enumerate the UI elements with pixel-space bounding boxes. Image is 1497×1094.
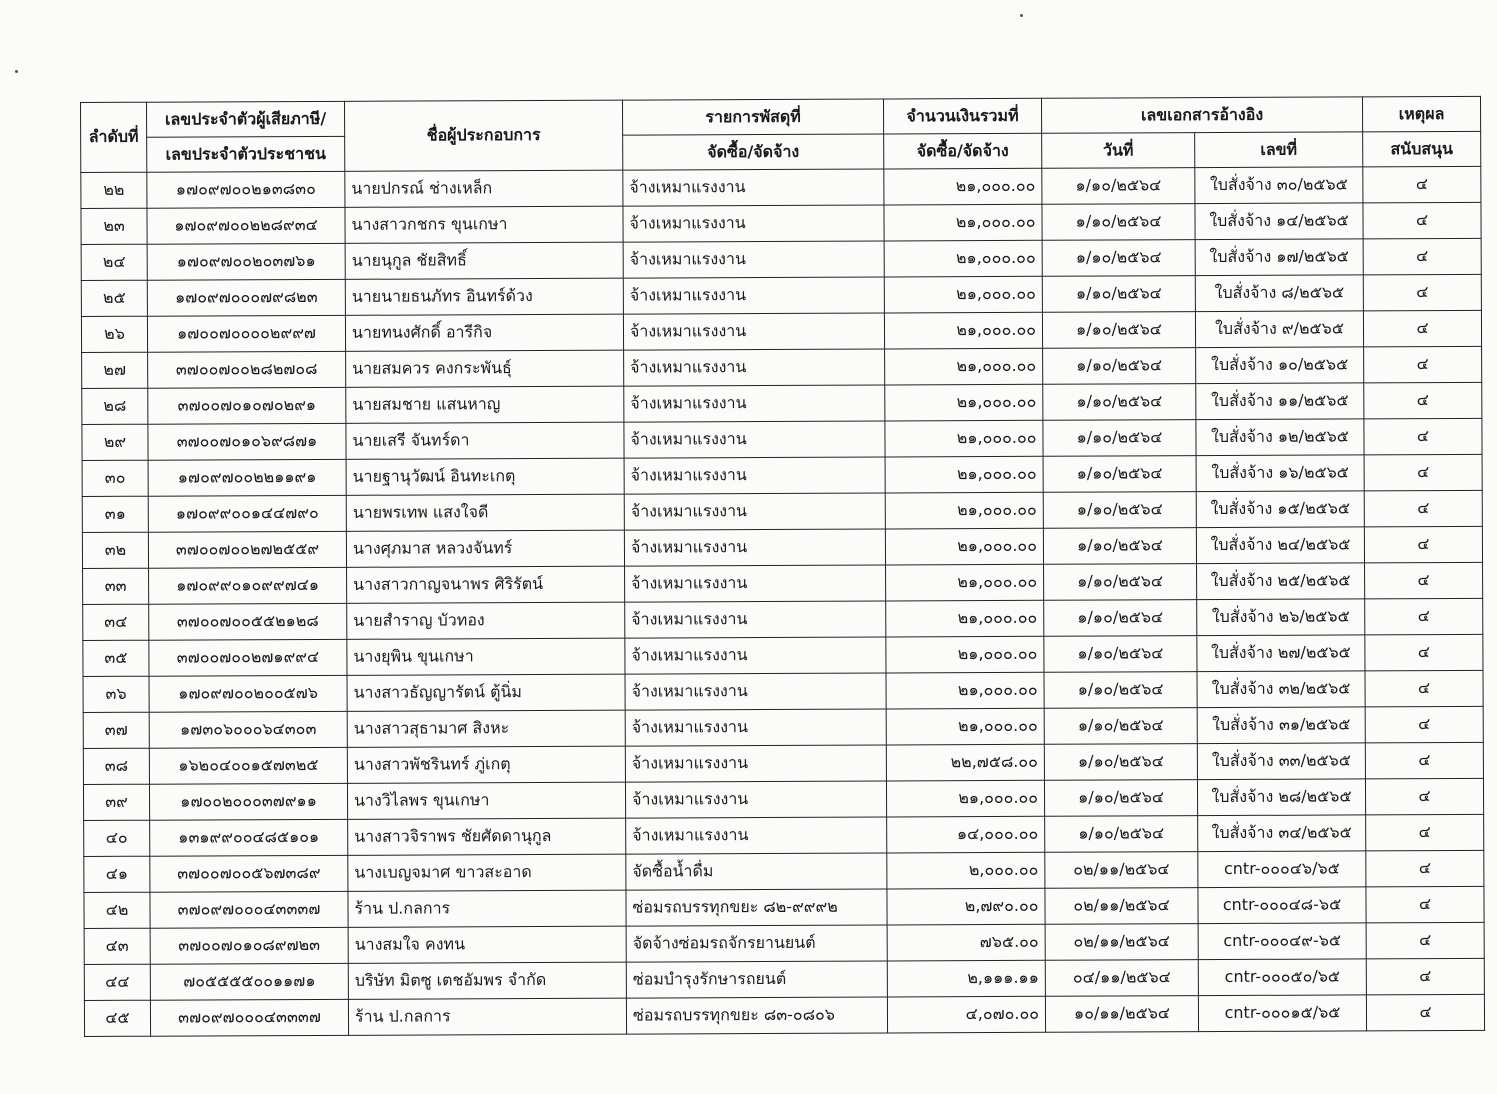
cell-tax-id: ๑๗๐๙๗๐๐๒๑๓๘๓๐ <box>147 171 345 208</box>
table-row <box>84 886 1484 928</box>
table-row <box>81 310 1481 352</box>
cell-order: ๔๕ <box>84 1000 150 1036</box>
header-reason-line2: สนับสนุน <box>1363 131 1481 167</box>
cell-order: ๒๘ <box>82 388 148 424</box>
cell-amount: ๒๑,๐๐๐.๐๐ <box>885 456 1043 493</box>
table-row <box>82 526 1482 568</box>
cell-amount: ๒๑,๐๐๐.๐๐ <box>884 204 1042 241</box>
cell-amount: ๒,๐๐๐.๐๐ <box>887 852 1045 889</box>
cell-vendor: นายฐานุวัฒน์ อินทะเกตุ <box>346 458 624 495</box>
table-row <box>81 202 1481 244</box>
cell-doc-no: cntr-๐๐๐๔๘-๖๕ <box>1198 887 1366 924</box>
cell-item: จ้างเหมาแรงงาน <box>625 637 886 674</box>
cell-item: จ้างเหมาแรงงาน <box>625 565 886 602</box>
cell-order: ๓๙ <box>83 784 149 820</box>
cell-amount: ๒๒,๗๕๘.๐๐ <box>886 744 1044 781</box>
cell-amount: ๑๔,๐๐๐.๐๐ <box>887 816 1045 853</box>
cell-order: ๓๒ <box>82 532 148 568</box>
cell-reason: ๔ <box>1364 382 1482 419</box>
cell-date: ๑/๑๐/๒๕๖๔ <box>1044 564 1197 601</box>
cell-reason: ๔ <box>1365 670 1483 707</box>
cell-date: ๐๒/๑๑/๒๕๖๔ <box>1045 888 1198 925</box>
header-ref: เลขเอกสารอ้างอิง <box>1041 97 1362 133</box>
cell-doc-no: ใบสั่งจ้าง ๑๗/๒๕๖๕ <box>1195 239 1363 276</box>
cell-reason: ๔ <box>1366 886 1484 923</box>
cell-doc-no: ใบสั่งจ้าง ๓๔/๒๕๖๕ <box>1198 815 1366 852</box>
cell-amount: ๒๑,๐๐๐.๐๐ <box>884 312 1042 349</box>
cell-item: จ้างเหมาแรงงาน <box>625 781 886 818</box>
table-row <box>82 382 1482 424</box>
cell-doc-no: ใบสั่งจ้าง ๓๑/๒๕๖๕ <box>1197 707 1365 744</box>
cell-vendor: นายสมควร คงกระพันธุ์ <box>346 350 624 387</box>
cell-date: ๑/๑๐/๒๕๖๔ <box>1042 204 1195 241</box>
cell-amount: ๔,๐๗๐.๐๐ <box>887 996 1045 1033</box>
cell-doc-no: ใบสั่งจ้าง ๑๒/๒๕๖๕ <box>1196 419 1364 456</box>
cell-tax-id: ๑๗๐๙๗๐๐๒๐๐๕๗๖ <box>149 675 347 712</box>
cell-date: ๑/๑๐/๒๕๖๔ <box>1043 492 1196 529</box>
cell-doc-no: cntr-๐๐๐๕๐/๖๕ <box>1198 959 1366 996</box>
cell-amount: ๒๑,๐๐๐.๐๐ <box>886 708 1044 745</box>
header-item-line1: รายการพัสดุที่ <box>622 99 883 135</box>
cell-item: จ้างเหมาแรงงาน <box>625 709 886 746</box>
cell-amount: ๒๑,๐๐๐.๐๐ <box>885 492 1043 529</box>
cell-date: ๑/๑๐/๒๕๖๔ <box>1044 600 1197 637</box>
cell-reason: ๔ <box>1365 634 1483 671</box>
header-vendor: ชื่อผู้ประกอบการ <box>344 100 622 171</box>
table-row <box>82 490 1482 532</box>
cell-vendor: นางสาวสุธามาศ สิงหะ <box>347 710 625 747</box>
header-amount-line1: จำนวนเงินรวมที่ <box>883 98 1041 134</box>
cell-tax-id: ๑๗๐๙๗๐๐๒๐๓๗๖๑ <box>147 243 345 280</box>
cell-tax-id: ๓๗๐๐๗๐๑๐๘๙๗๒๓ <box>150 927 348 964</box>
cell-tax-id: ๓๗๐๐๗๐๐๒๗๑๙๙๔ <box>149 639 347 676</box>
cell-order: ๔๓ <box>84 928 150 964</box>
cell-tax-id: ๗๐๕๕๕๕๐๐๑๑๗๑ <box>150 963 348 1000</box>
cell-vendor: ร้าน ป.กลการ <box>348 890 626 927</box>
cell-doc-no: ใบสั่งจ้าง ๓๓/๒๕๖๕ <box>1197 743 1365 780</box>
cell-item: จ้างเหมาแรงงาน <box>625 745 886 782</box>
cell-amount: ๒๑,๐๐๐.๐๐ <box>885 528 1043 565</box>
cell-amount: ๒๑,๐๐๐.๐๐ <box>886 600 1044 637</box>
cell-vendor: นางสาวกชกร ขุนเกษา <box>345 206 623 243</box>
header-item-line2: จัดซื้อ/จัดจ้าง <box>623 134 884 170</box>
cell-reason: ๔ <box>1366 814 1484 851</box>
cell-doc-no: cntr-๐๐๐๑๕/๖๕ <box>1198 995 1366 1032</box>
cell-vendor: นายสำราญ บัวทอง <box>347 602 625 639</box>
cell-doc-no: ใบสั่งจ้าง ๘/๒๕๖๕ <box>1195 275 1363 312</box>
cell-amount: ๗๖๕.๐๐ <box>887 924 1045 961</box>
cell-vendor: นางสาวพัชรินทร์ ภู่เกตุ <box>347 746 625 783</box>
table-row <box>84 958 1484 1000</box>
scan-speck <box>15 70 18 73</box>
cell-tax-id: ๓๗๐๐๗๐๐๒๘๒๗๐๘ <box>148 351 346 388</box>
table-row <box>83 670 1483 712</box>
cell-doc-no: ใบสั่งจ้าง ๒๕/๒๕๖๕ <box>1197 563 1365 600</box>
cell-tax-id: ๑๗๐๐๒๐๐๐๓๗๙๑๑ <box>149 783 347 820</box>
cell-date: ๑/๑๐/๒๕๖๔ <box>1044 636 1197 673</box>
cell-order: ๒๒ <box>81 172 147 208</box>
cell-item: จ้างเหมาแรงงาน <box>624 421 885 458</box>
cell-vendor: นางศุภมาส หลวงจันทร์ <box>346 530 624 567</box>
cell-reason: ๔ <box>1365 706 1483 743</box>
cell-date: ๑/๑๐/๒๕๖๔ <box>1042 276 1195 313</box>
cell-item: ซ่อมรถบรรทุกขยะ ๘๓-๐๘๐๖ <box>626 997 887 1034</box>
cell-order: ๓๓ <box>83 568 149 604</box>
cell-item: จ้างเหมาแรงงาน <box>623 241 884 278</box>
cell-amount: ๒๑,๐๐๐.๐๐ <box>886 636 1044 673</box>
cell-order: ๓๑ <box>82 496 148 532</box>
cell-tax-id: ๓๗๐๐๗๐๐๒๗๒๕๕๙ <box>148 531 346 568</box>
cell-amount: ๒๑,๐๐๐.๐๐ <box>885 348 1043 385</box>
cell-reason: ๔ <box>1363 310 1481 347</box>
cell-date: ๐๒/๑๑/๒๕๖๔ <box>1045 924 1198 961</box>
header-tax-id-line1: เลขประจำตัวผู้เสียภาษี/ <box>147 101 345 137</box>
cell-order: ๒๙ <box>82 424 148 460</box>
cell-reason: ๔ <box>1364 490 1482 527</box>
cell-vendor: นางสมใจ คงทน <box>348 926 626 963</box>
cell-reason: ๔ <box>1366 994 1484 1031</box>
cell-date: ๑/๑๐/๒๕๖๔ <box>1042 240 1195 277</box>
table-row <box>83 778 1483 820</box>
table-row <box>84 850 1484 892</box>
cell-reason: ๔ <box>1364 346 1482 383</box>
cell-item: จ้างเหมาแรงงาน <box>625 673 886 710</box>
cell-amount: ๒๑,๐๐๐.๐๐ <box>886 672 1044 709</box>
cell-item: จ้างเหมาแรงงาน <box>623 277 884 314</box>
cell-tax-id: ๓๗๐๐๗๐๑๐๗๐๒๙๑ <box>148 387 346 424</box>
cell-order: ๓๐ <box>82 460 148 496</box>
cell-reason: ๔ <box>1364 454 1482 491</box>
cell-reason: ๔ <box>1363 238 1481 275</box>
cell-order: ๒๗ <box>82 352 148 388</box>
cell-item: จ้างเหมาแรงงาน <box>624 529 885 566</box>
cell-vendor: ร้าน ป.กลการ <box>348 998 626 1035</box>
cell-doc-no: ใบสั่งจ้าง ๓๒/๒๕๖๕ <box>1197 671 1365 708</box>
cell-reason: ๔ <box>1364 418 1482 455</box>
header-ref-no: เลขที่ <box>1195 132 1363 168</box>
cell-doc-no: ใบสั่งจ้าง ๑๐/๒๕๖๕ <box>1196 347 1364 384</box>
cell-doc-no: ใบสั่งจ้าง ๑๑/๒๕๖๕ <box>1196 383 1364 420</box>
cell-date: ๑/๑๐/๒๕๖๔ <box>1043 456 1196 493</box>
cell-item: จ้างเหมาแรงงาน <box>625 601 886 638</box>
cell-tax-id: ๓๗๐๙๗๐๐๐๔๓๓๓๗ <box>150 999 348 1036</box>
cell-reason: ๔ <box>1363 166 1481 203</box>
cell-order: ๒๔ <box>81 244 147 280</box>
cell-order: ๒๖ <box>81 316 147 352</box>
cell-vendor: นายนายธนภัทร อินทร์ด้วง <box>345 278 623 315</box>
cell-doc-no: ใบสั่งจ้าง ๒๘/๒๕๖๕ <box>1197 779 1365 816</box>
cell-vendor: นายปกรณ์ ช่างเหล็ก <box>345 170 623 207</box>
cell-amount: ๒๑,๐๐๐.๐๐ <box>884 240 1042 277</box>
header-ref-date: วันที่ <box>1042 133 1195 169</box>
cell-order: ๓๖ <box>83 676 149 712</box>
cell-date: ๑/๑๐/๒๕๖๔ <box>1044 708 1197 745</box>
cell-vendor: นางสาวจิราพร ชัยศัดดานุกูล <box>348 818 626 855</box>
cell-reason: ๔ <box>1365 742 1483 779</box>
cell-vendor: นายสมชาย แสนหาญ <box>346 386 624 423</box>
cell-item: จ้างเหมาแรงงาน <box>623 313 884 350</box>
cell-vendor: นางวิไลพร ขุนเกษา <box>347 782 625 819</box>
table-row <box>83 598 1483 640</box>
cell-reason: ๔ <box>1365 598 1483 635</box>
cell-item: จัดจ้างซ่อมรถจักรยานยนต์ <box>626 925 887 962</box>
cell-tax-id: ๓๗๐๙๗๐๐๐๔๓๓๓๗ <box>150 891 348 928</box>
cell-amount: ๒๑,๐๐๐.๐๐ <box>884 276 1042 313</box>
cell-reason: ๔ <box>1363 202 1481 239</box>
cell-date: ๑/๑๐/๒๕๖๔ <box>1044 672 1197 709</box>
cell-amount: ๒,๗๙๐.๐๐ <box>887 888 1045 925</box>
cell-vendor: นางสาวกาญจนาพร ศิริรัตน์ <box>347 566 625 603</box>
cell-tax-id: ๑๗๐๙๙๐๐๑๔๔๗๙๐ <box>148 495 346 532</box>
cell-doc-no: ใบสั่งจ้าง ๑๕/๒๕๖๕ <box>1196 491 1364 528</box>
cell-order: ๔๒ <box>84 892 150 928</box>
table-row <box>82 418 1482 460</box>
cell-vendor: นายทนงศักดิ์ อารีกิจ <box>345 314 623 351</box>
cell-doc-no: ใบสั่งจ้าง ๙/๒๕๖๕ <box>1195 311 1363 348</box>
cell-order: ๓๔ <box>83 604 149 640</box>
cell-doc-no: cntr-๐๐๐๔๙-๖๕ <box>1198 923 1366 960</box>
cell-amount: ๒๑,๐๐๐.๐๐ <box>886 780 1044 817</box>
cell-reason: ๔ <box>1364 526 1482 563</box>
cell-date: ๐๔/๑๑/๒๕๖๔ <box>1045 960 1198 997</box>
scan-speck <box>1020 14 1023 17</box>
cell-vendor: บริษัท มิตซู เตชอัมพร จำกัด <box>348 962 626 999</box>
cell-reason: ๔ <box>1366 850 1484 887</box>
cell-doc-no: ใบสั่งจ้าง ๒๖/๒๕๖๕ <box>1197 599 1365 636</box>
cell-date: ๑/๑๐/๒๕๖๔ <box>1043 420 1196 457</box>
cell-doc-no: ใบสั่งจ้าง ๓๐/๒๕๖๕ <box>1195 167 1363 204</box>
cell-reason: ๔ <box>1366 922 1484 959</box>
table-row <box>83 742 1483 784</box>
table-row <box>84 814 1484 856</box>
cell-item: ซ่อมบำรุงรักษารถยนต์ <box>626 961 887 998</box>
cell-reason: ๔ <box>1365 778 1483 815</box>
cell-date: ๑/๑๐/๒๕๖๔ <box>1045 816 1198 853</box>
cell-doc-no: cntr-๐๐๐๔๖/๖๕ <box>1198 851 1366 888</box>
cell-item: จ้างเหมาแรงงาน <box>624 385 885 422</box>
cell-doc-no: ใบสั่งจ้าง ๑๖/๒๕๖๕ <box>1196 455 1364 492</box>
header-order: ลำดับที่ <box>81 102 147 172</box>
cell-order: ๓๗ <box>83 712 149 748</box>
table-row <box>84 922 1484 964</box>
cell-date: ๑/๑๐/๒๕๖๔ <box>1044 780 1197 817</box>
cell-vendor: นางยุพิน ขุนเกษา <box>347 638 625 675</box>
cell-item: จ้างเหมาแรงงาน <box>623 169 884 206</box>
cell-doc-no: ใบสั่งจ้าง ๑๔/๒๕๖๕ <box>1195 203 1363 240</box>
table-row <box>84 994 1484 1036</box>
cell-item: จ้างเหมาแรงงาน <box>626 817 887 854</box>
cell-doc-no: ใบสั่งจ้าง ๒๗/๒๕๖๕ <box>1197 635 1365 672</box>
cell-item: จัดซื้อน้ำดื่ม <box>626 853 887 890</box>
table-body <box>81 166 1485 1036</box>
cell-vendor: นางเบญจมาศ ขาวสะอาด <box>348 854 626 891</box>
cell-order: ๒๕ <box>81 280 147 316</box>
cell-vendor: นายเสรี จันทร์ดา <box>346 422 624 459</box>
cell-doc-no: ใบสั่งจ้าง ๒๔/๒๕๖๕ <box>1196 527 1364 564</box>
cell-tax-id: ๓๗๐๐๗๐๐๕๖๗๓๘๙ <box>150 855 348 892</box>
header-tax-id-line2: เลขประจำตัวประชาชน <box>147 136 345 172</box>
table-row <box>81 274 1481 316</box>
cell-tax-id: ๑๗๐๙๗๐๐๒๒๘๙๓๔ <box>147 207 345 244</box>
cell-reason: ๔ <box>1365 562 1483 599</box>
procurement-sheet <box>80 102 1480 1037</box>
header-amount-line2: จัดซื้อ/จัดจ้าง <box>884 133 1042 169</box>
table-row <box>83 562 1483 604</box>
cell-tax-id: ๑๓๑๙๙๐๐๔๘๕๑๐๑ <box>150 819 348 856</box>
cell-item: จ้างเหมาแรงงาน <box>623 205 884 242</box>
cell-vendor: นายนุกูล ชัยสิทธิ์ <box>345 242 623 279</box>
cell-item: ซ่อมรถบรรทุกขยะ ๘๒-๙๙๙๒ <box>626 889 887 926</box>
table-row <box>83 634 1483 676</box>
cell-date: ๐๒/๑๑/๒๕๖๔ <box>1045 852 1198 889</box>
cell-tax-id: ๓๗๐๐๗๐๐๕๕๒๑๒๘ <box>149 603 347 640</box>
cell-date: ๑/๑๐/๒๕๖๔ <box>1042 168 1195 205</box>
cell-order: ๓๘ <box>83 748 149 784</box>
cell-date: ๑/๑๐/๒๕๖๔ <box>1043 528 1196 565</box>
header-reason-line1: เหตุผล <box>1362 96 1480 132</box>
cell-order: ๔๐ <box>84 820 150 856</box>
cell-item: จ้างเหมาแรงงาน <box>624 457 885 494</box>
cell-item: จ้างเหมาแรงงาน <box>624 493 885 530</box>
cell-order: ๓๕ <box>83 640 149 676</box>
cell-amount: ๒,๑๑๑.๑๑ <box>887 960 1045 997</box>
table-row <box>81 238 1481 280</box>
table-row <box>82 454 1482 496</box>
cell-order: ๒๓ <box>81 208 147 244</box>
cell-amount: ๒๑,๐๐๐.๐๐ <box>885 420 1043 457</box>
cell-vendor: นายพรเทพ แสงใจดี <box>346 494 624 531</box>
cell-amount: ๒๑,๐๐๐.๐๐ <box>885 384 1043 421</box>
cell-tax-id: ๑๖๒๐๔๐๐๑๕๗๓๒๕ <box>149 747 347 784</box>
cell-order: ๔๑ <box>84 856 150 892</box>
table-row <box>82 346 1482 388</box>
table-header <box>81 96 1481 172</box>
cell-date: ๑/๑๐/๒๕๖๔ <box>1044 744 1197 781</box>
cell-reason: ๔ <box>1366 958 1484 995</box>
cell-amount: ๒๑,๐๐๐.๐๐ <box>884 168 1042 205</box>
cell-amount: ๒๑,๐๐๐.๐๐ <box>886 564 1044 601</box>
cell-tax-id: ๑๗๐๙๙๐๑๐๙๙๗๔๑ <box>149 567 347 604</box>
cell-tax-id: ๑๗๐๙๗๐๐๐๗๙๘๒๓ <box>147 279 345 316</box>
cell-tax-id: ๑๗๓๐๖๐๐๐๖๔๓๐๓ <box>149 711 347 748</box>
procurement-table <box>80 96 1485 1037</box>
cell-date: ๑/๑๐/๒๕๖๔ <box>1043 348 1196 385</box>
cell-date: ๑/๑๐/๒๕๖๔ <box>1042 312 1195 349</box>
cell-reason: ๔ <box>1363 274 1481 311</box>
cell-order: ๔๔ <box>84 964 150 1000</box>
cell-date: ๑/๑๐/๒๕๖๔ <box>1043 384 1196 421</box>
cell-tax-id: ๑๗๐๙๗๐๐๒๒๑๑๙๑ <box>148 459 346 496</box>
cell-date: ๑๐/๑๑/๒๕๖๔ <box>1045 996 1198 1033</box>
table-row <box>81 166 1481 208</box>
cell-tax-id: ๑๗๐๐๗๐๐๐๐๒๙๙๗ <box>147 315 345 352</box>
cell-tax-id: ๓๗๐๐๗๐๑๐๖๙๘๗๑ <box>148 423 346 460</box>
cell-item: จ้างเหมาแรงงาน <box>624 349 885 386</box>
cell-vendor: นางสาวธัญญารัตน์ ตู้นิ่ม <box>347 674 625 711</box>
table-row <box>83 706 1483 748</box>
